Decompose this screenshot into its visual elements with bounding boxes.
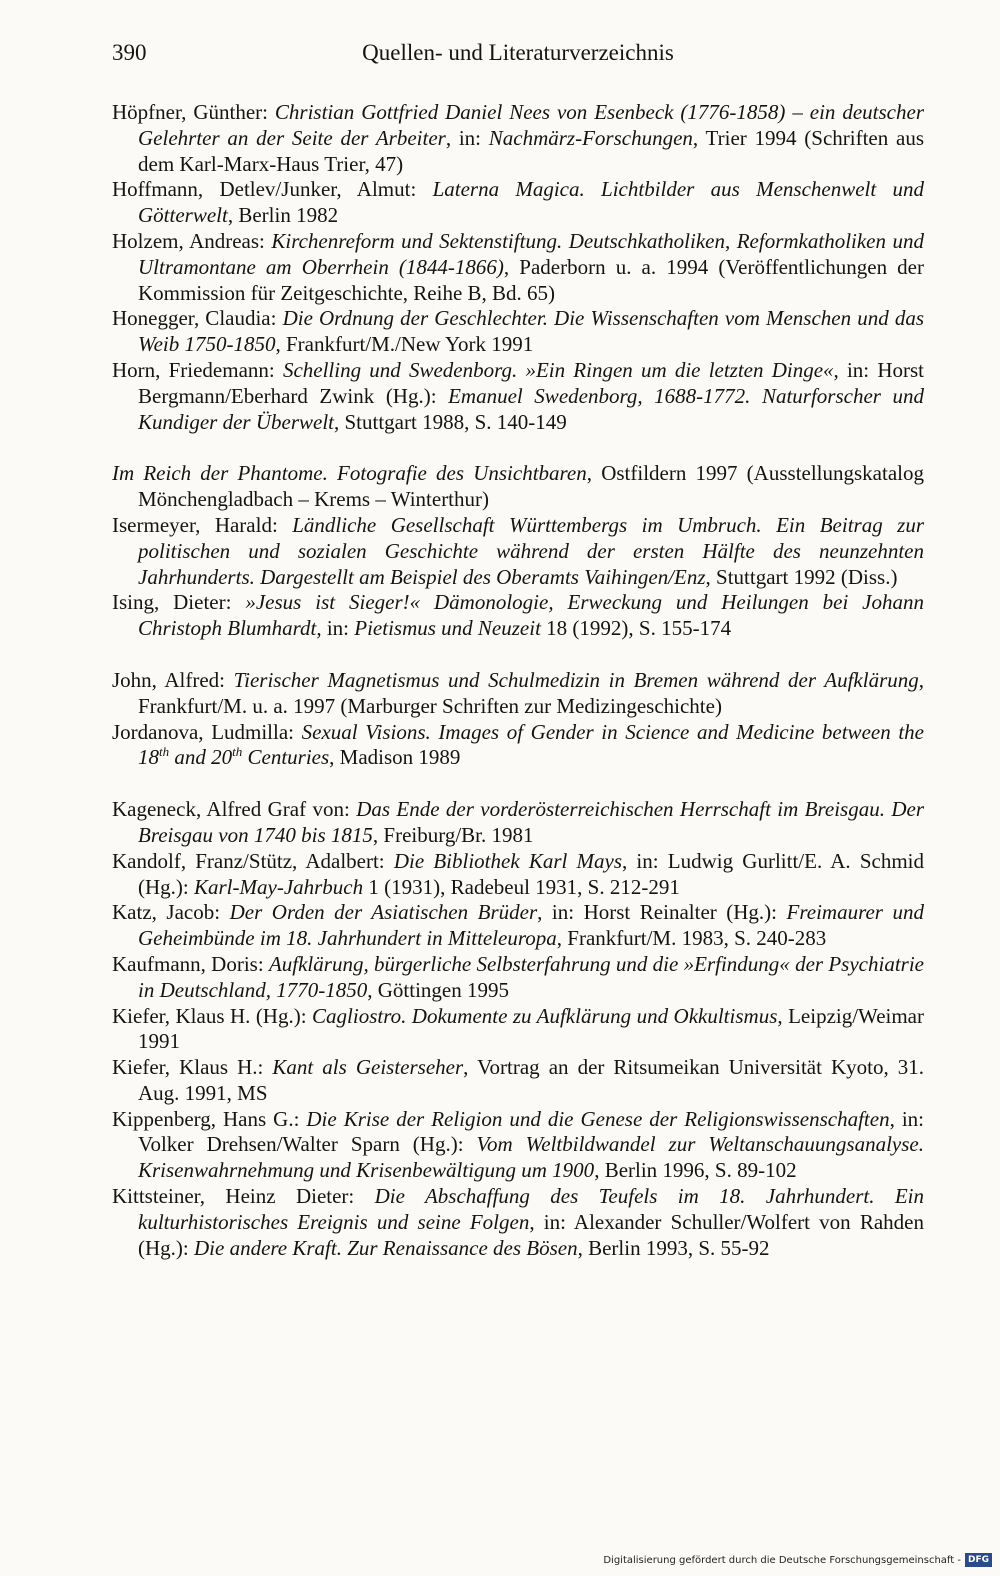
running-title: Quellen- und Literaturverzeichnis — [362, 40, 674, 65]
page-number: 390 — [112, 40, 147, 65]
bibliography-entry: Hoffmann, Detlev/Junker, Almut: Laterna Magica. Lichtbilder aus Menschenwelt und Götterwelt, Berlin 1982 — [112, 177, 924, 228]
bibliography-entry: Kittsteiner, Heinz Dieter: Die Abschaffung des Teufels im 18. Jahrhundert. Ein kulturhistorisches Ereignis und seine Folgen, in: Alexander Schuller/Wolfert von Rahden (Hg.): Die andere Kraft. Zur Renaissance des Bösen, Berlin 1993, S. 55-92 — [112, 1184, 925, 1260]
bibliography-entry: Holzem, Andreas: Kirchenreform und Sektenstiftung. Deutschkatholiken, Reformkatholiken und Ultramontane am Oberrhein (1844-1866), Paderborn u. a. 1994 (Veröffentlichungen der Kommission für Zeitgeschichte, Reihe B, Bd. 65) — [112, 228, 924, 305]
bibliography-entry: Kippenberg, Hans G.: Die Krise der Religion und die Genese der Religionswissenschaften, in: Volker Drehsen/Walter Sparn (Hg.): Vom Weltbildwandel zur Weltanschauungsanalyse. Krisenwahrnehmung und Krisenbewältigung um 1900, Berlin 1996, S. 89-102 — [112, 1106, 924, 1183]
bibliography-entry: Honegger, Claudia: Die Ordnung der Geschlechter. Die Wissenschaften vom Menschen und das Weib 1750-1850, Frankfurt/M./New York 1991 — [112, 306, 924, 357]
bibliography-entry: Im Reich der Phantome. Fotografie des Unsichtbaren, Ostfildern 1997 (Ausstellungskatalog Mönchengladbach – Krems – Winterthur) — [112, 461, 924, 512]
bibliography-entry: Horn, Friedemann: Schelling und Swedenborg. »Ein Ringen um die letzten Dinge«, in: Horst Bergmann/Eberhard Zwink (Hg.): Emanuel Swedenborg, 1688-1772. Naturforscher und Kundiger der Überwelt, Stuttgart 1988, S. 140-149 — [112, 357, 925, 434]
dfg-logo-icon: DFG — [965, 1553, 992, 1567]
section-gap-j — [112, 642, 924, 668]
bibliography-entry: John, Alfred: Tierischer Magnetismus und Schulmedizin in Bremen während der Aufklärung, Frankfurt/M. u. a. 1997 (Marburger Schriften zur Medizingeschichte) — [112, 667, 924, 718]
digitization-footer — [603, 1552, 992, 1568]
bibliography-entry: Kandolf, Franz/Stütz, Adalbert: Die Bibliothek Karl Mays, in: Ludwig Gurlitt/E. A. Schmid (Hg.): Karl-May-Jahrbuch 1 (1931), Radebeul 1931, S. 212-291 — [112, 848, 924, 899]
bibliography-entry: Katz, Jacob: Der Orden der Asiatischen Brüder, in: Horst Reinalter (Hg.): Freimaurer und Geheimbünde im 18. Jahrhundert in Mitteleuropa, Frankfurt/M. 1983, S. 240-283 — [112, 900, 924, 951]
bibliography-entry: Kageneck, Alfred Graf von: Das Ende der vorderösterreichischen Herrschaft im Breisgau. Der Breisgau von 1740 bis 1815, Freiburg/Br. 1981 — [112, 797, 925, 847]
bibliography-entry: Jordanova, Ludmilla: Sexual Visions. Images of Gender in Science and Medicine between the 18th and 20th Centuries, Madison 1989 — [112, 719, 924, 770]
footer-text: Digitalisierung gefördert durch die Deutsche Forschungsgemeinschaft - — [603, 1554, 961, 1566]
bibliography-entry: Kaufmann, Doris: Aufklärung, bürgerliche Selbsterfahrung und die »Erfindung« der Psychiatrie in Deutschland, 1770-1850, Göttingen 1995 — [112, 951, 924, 1002]
section-gap-i — [112, 435, 924, 461]
bibliography-entry: Isermeyer, Harald: Ländliche Gesellschaft Württembergs im Umbruch. Ein Beitrag zur politischen und sozialen Geschichte während der ersten Hälfte des neunzehnten Jahrhunderts. Dargestellt am Beispiel des Oberamts Vaihingen/Enz, Stuttgart 1992 (Diss.) — [112, 512, 925, 589]
page-header — [112, 40, 924, 72]
bibliography-entry: Kiefer, Klaus H. (Hg.): Cagliostro. Dokumente zu Aufklärung und Okkultismus, Leipzig/Weimar 1991 — [112, 1003, 924, 1054]
section-gap-k — [112, 771, 924, 797]
bibliography-entry: Ising, Dieter: »Jesus ist Sieger!« Dämonologie, Erweckung und Heilungen bei Johann Christoph Blumhardt, in: Pietismus und Neuzeit 18 (1992), S. 155-174 — [112, 590, 924, 641]
bibliography-entry: Kiefer, Klaus H.: Kant als Geisterseher, Vortrag an der Ritsumeikan Universität Kyoto, 31. Aug. 1991, MS — [112, 1055, 925, 1105]
bibliography-list — [112, 100, 924, 1261]
bibliography-entry: Höpfner, Günther: Christian Gottfried Daniel Nees von Esenbeck (1776-1858) – ein deutscher Gelehrter an der Seite der Arbeiter, in: Nachmärz-Forschungen, Trier 1994 (Schriften aus dem Karl-Marx-Haus Trier, 47) — [112, 100, 925, 176]
